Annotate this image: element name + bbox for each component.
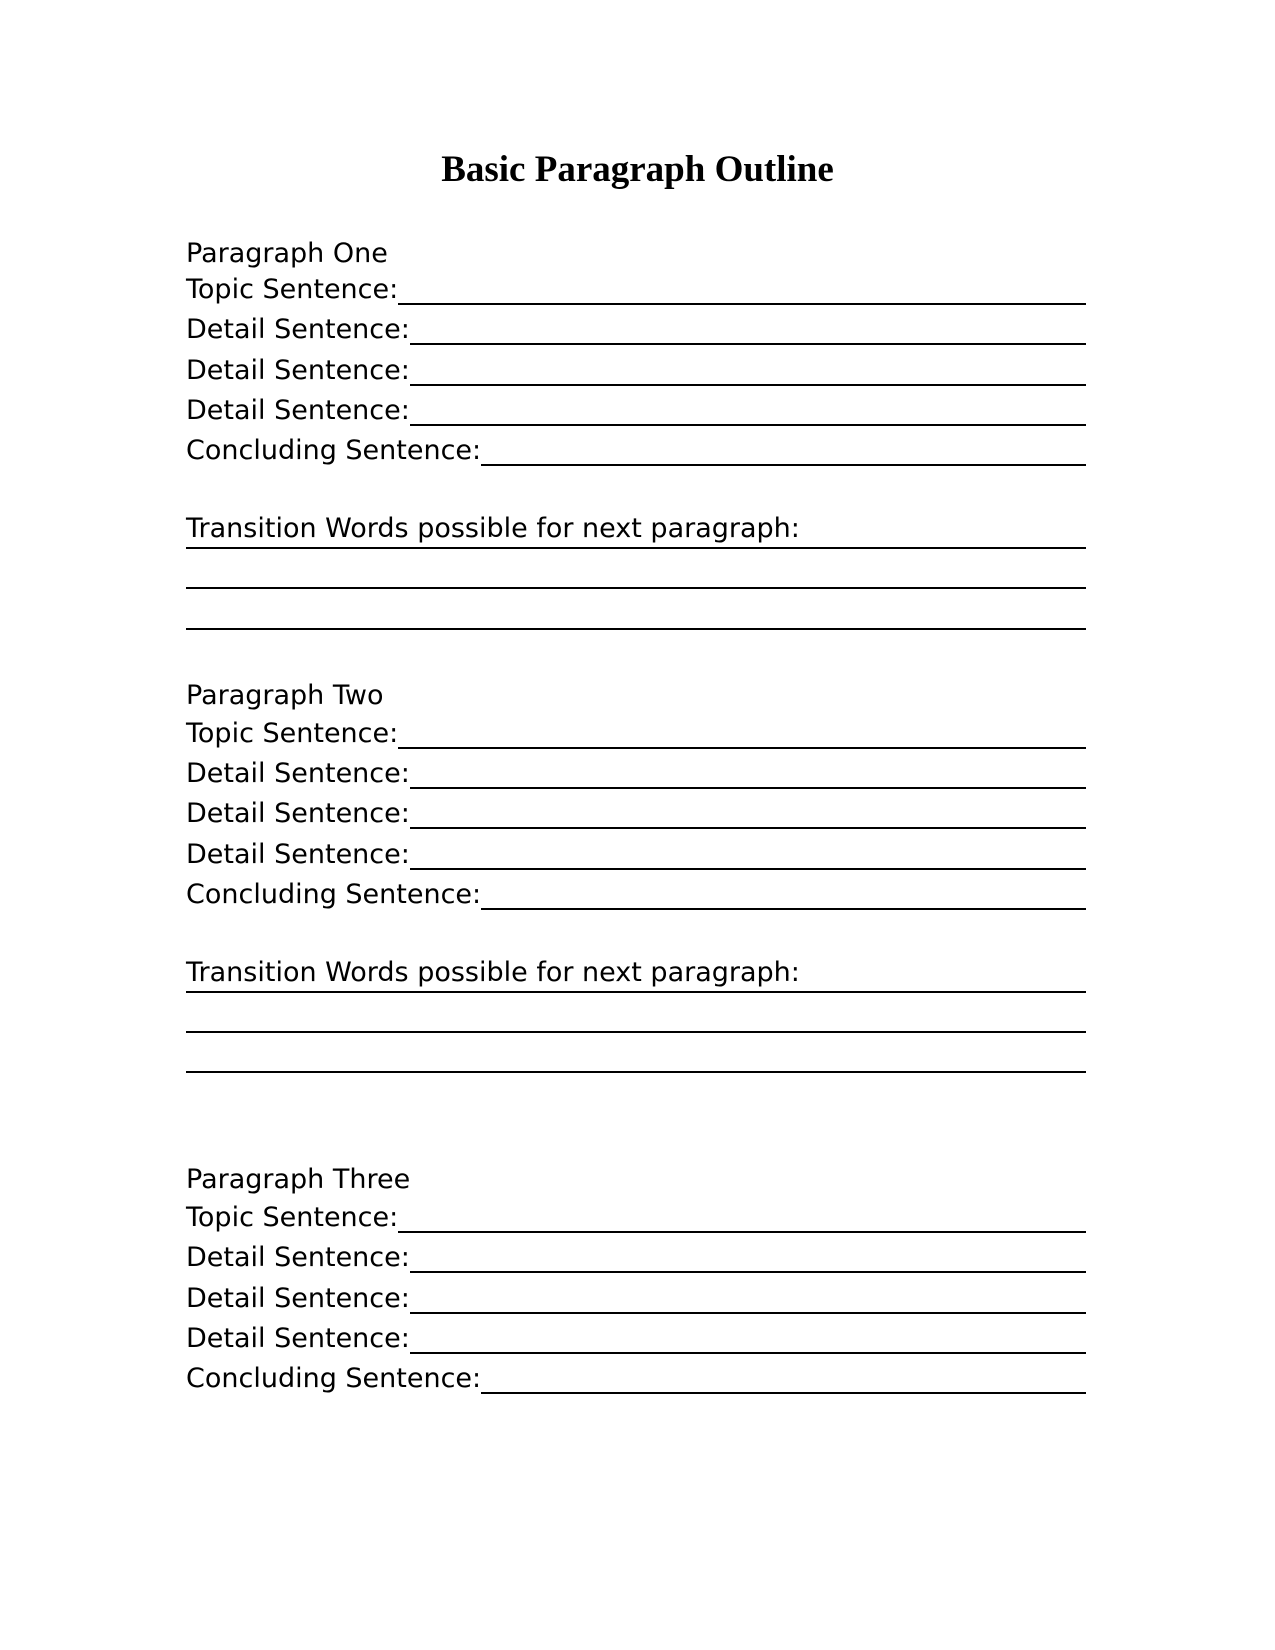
answer-line[interactable] xyxy=(410,1312,1086,1314)
section-heading-paragraph-one: Paragraph One xyxy=(186,238,388,269)
concluding-sentence-field[interactable] xyxy=(186,877,1086,911)
field-label: Concluding Sentence: xyxy=(186,435,482,466)
detail-sentence-field[interactable] xyxy=(186,1321,1086,1355)
field-label: Detail Sentence: xyxy=(186,758,410,789)
topic-sentence-field[interactable] xyxy=(186,716,1086,750)
detail-sentence-field[interactable] xyxy=(186,312,1086,346)
answer-line[interactable] xyxy=(410,1271,1086,1273)
section-heading-paragraph-two: Paragraph Two xyxy=(186,680,384,711)
answer-line[interactable] xyxy=(398,303,1086,305)
answer-line[interactable] xyxy=(410,384,1086,386)
answer-line[interactable] xyxy=(410,424,1086,426)
answer-line[interactable] xyxy=(410,827,1086,829)
field-label: Detail Sentence: xyxy=(186,1283,410,1314)
detail-sentence-field[interactable] xyxy=(186,756,1086,790)
field-label: Detail Sentence: xyxy=(186,1242,410,1273)
answer-line[interactable] xyxy=(410,787,1086,789)
field-label: Detail Sentence: xyxy=(186,355,410,386)
field-label: Topic Sentence: xyxy=(186,274,399,305)
field-label: Detail Sentence: xyxy=(186,314,410,345)
transition-words-field[interactable] xyxy=(186,957,1086,993)
section-heading-paragraph-three: Paragraph Three xyxy=(186,1164,411,1195)
concluding-sentence-field[interactable] xyxy=(186,433,1086,467)
answer-line[interactable] xyxy=(410,343,1086,345)
answer-line[interactable] xyxy=(186,1071,1086,1073)
field-label: Detail Sentence: xyxy=(186,395,410,426)
field-label: Detail Sentence: xyxy=(186,1323,410,1354)
transition-words-field[interactable] xyxy=(186,513,1086,549)
detail-sentence-field[interactable] xyxy=(186,353,1086,387)
concluding-sentence-field[interactable] xyxy=(186,1361,1086,1395)
field-label: Detail Sentence: xyxy=(186,798,410,829)
topic-sentence-field[interactable] xyxy=(186,1200,1086,1234)
answer-line[interactable] xyxy=(398,747,1086,749)
answer-line[interactable] xyxy=(481,464,1086,466)
transition-words-label: Transition Words possible for next paragraph: xyxy=(186,513,800,544)
field-label: Topic Sentence: xyxy=(186,1202,399,1233)
answer-line[interactable] xyxy=(410,1352,1086,1354)
answer-line[interactable] xyxy=(186,1031,1086,1033)
detail-sentence-field[interactable] xyxy=(186,1281,1086,1315)
answer-line[interactable] xyxy=(398,1231,1086,1233)
detail-sentence-field[interactable] xyxy=(186,796,1086,830)
answer-line[interactable] xyxy=(410,868,1086,870)
field-label: Concluding Sentence: xyxy=(186,1363,482,1394)
field-label: Topic Sentence: xyxy=(186,718,399,749)
answer-line[interactable] xyxy=(186,587,1086,589)
detail-sentence-field[interactable] xyxy=(186,393,1086,427)
answer-line[interactable] xyxy=(481,1392,1086,1394)
detail-sentence-field[interactable] xyxy=(186,1240,1086,1274)
field-label: Detail Sentence: xyxy=(186,839,410,870)
answer-line[interactable] xyxy=(186,628,1086,630)
field-label: Concluding Sentence: xyxy=(186,879,482,910)
answer-line[interactable] xyxy=(481,908,1086,910)
page-title: Basic Paragraph Outline xyxy=(441,149,834,190)
detail-sentence-field[interactable] xyxy=(186,837,1086,871)
transition-words-label: Transition Words possible for next paragraph: xyxy=(186,957,800,988)
topic-sentence-field[interactable] xyxy=(186,272,1086,306)
